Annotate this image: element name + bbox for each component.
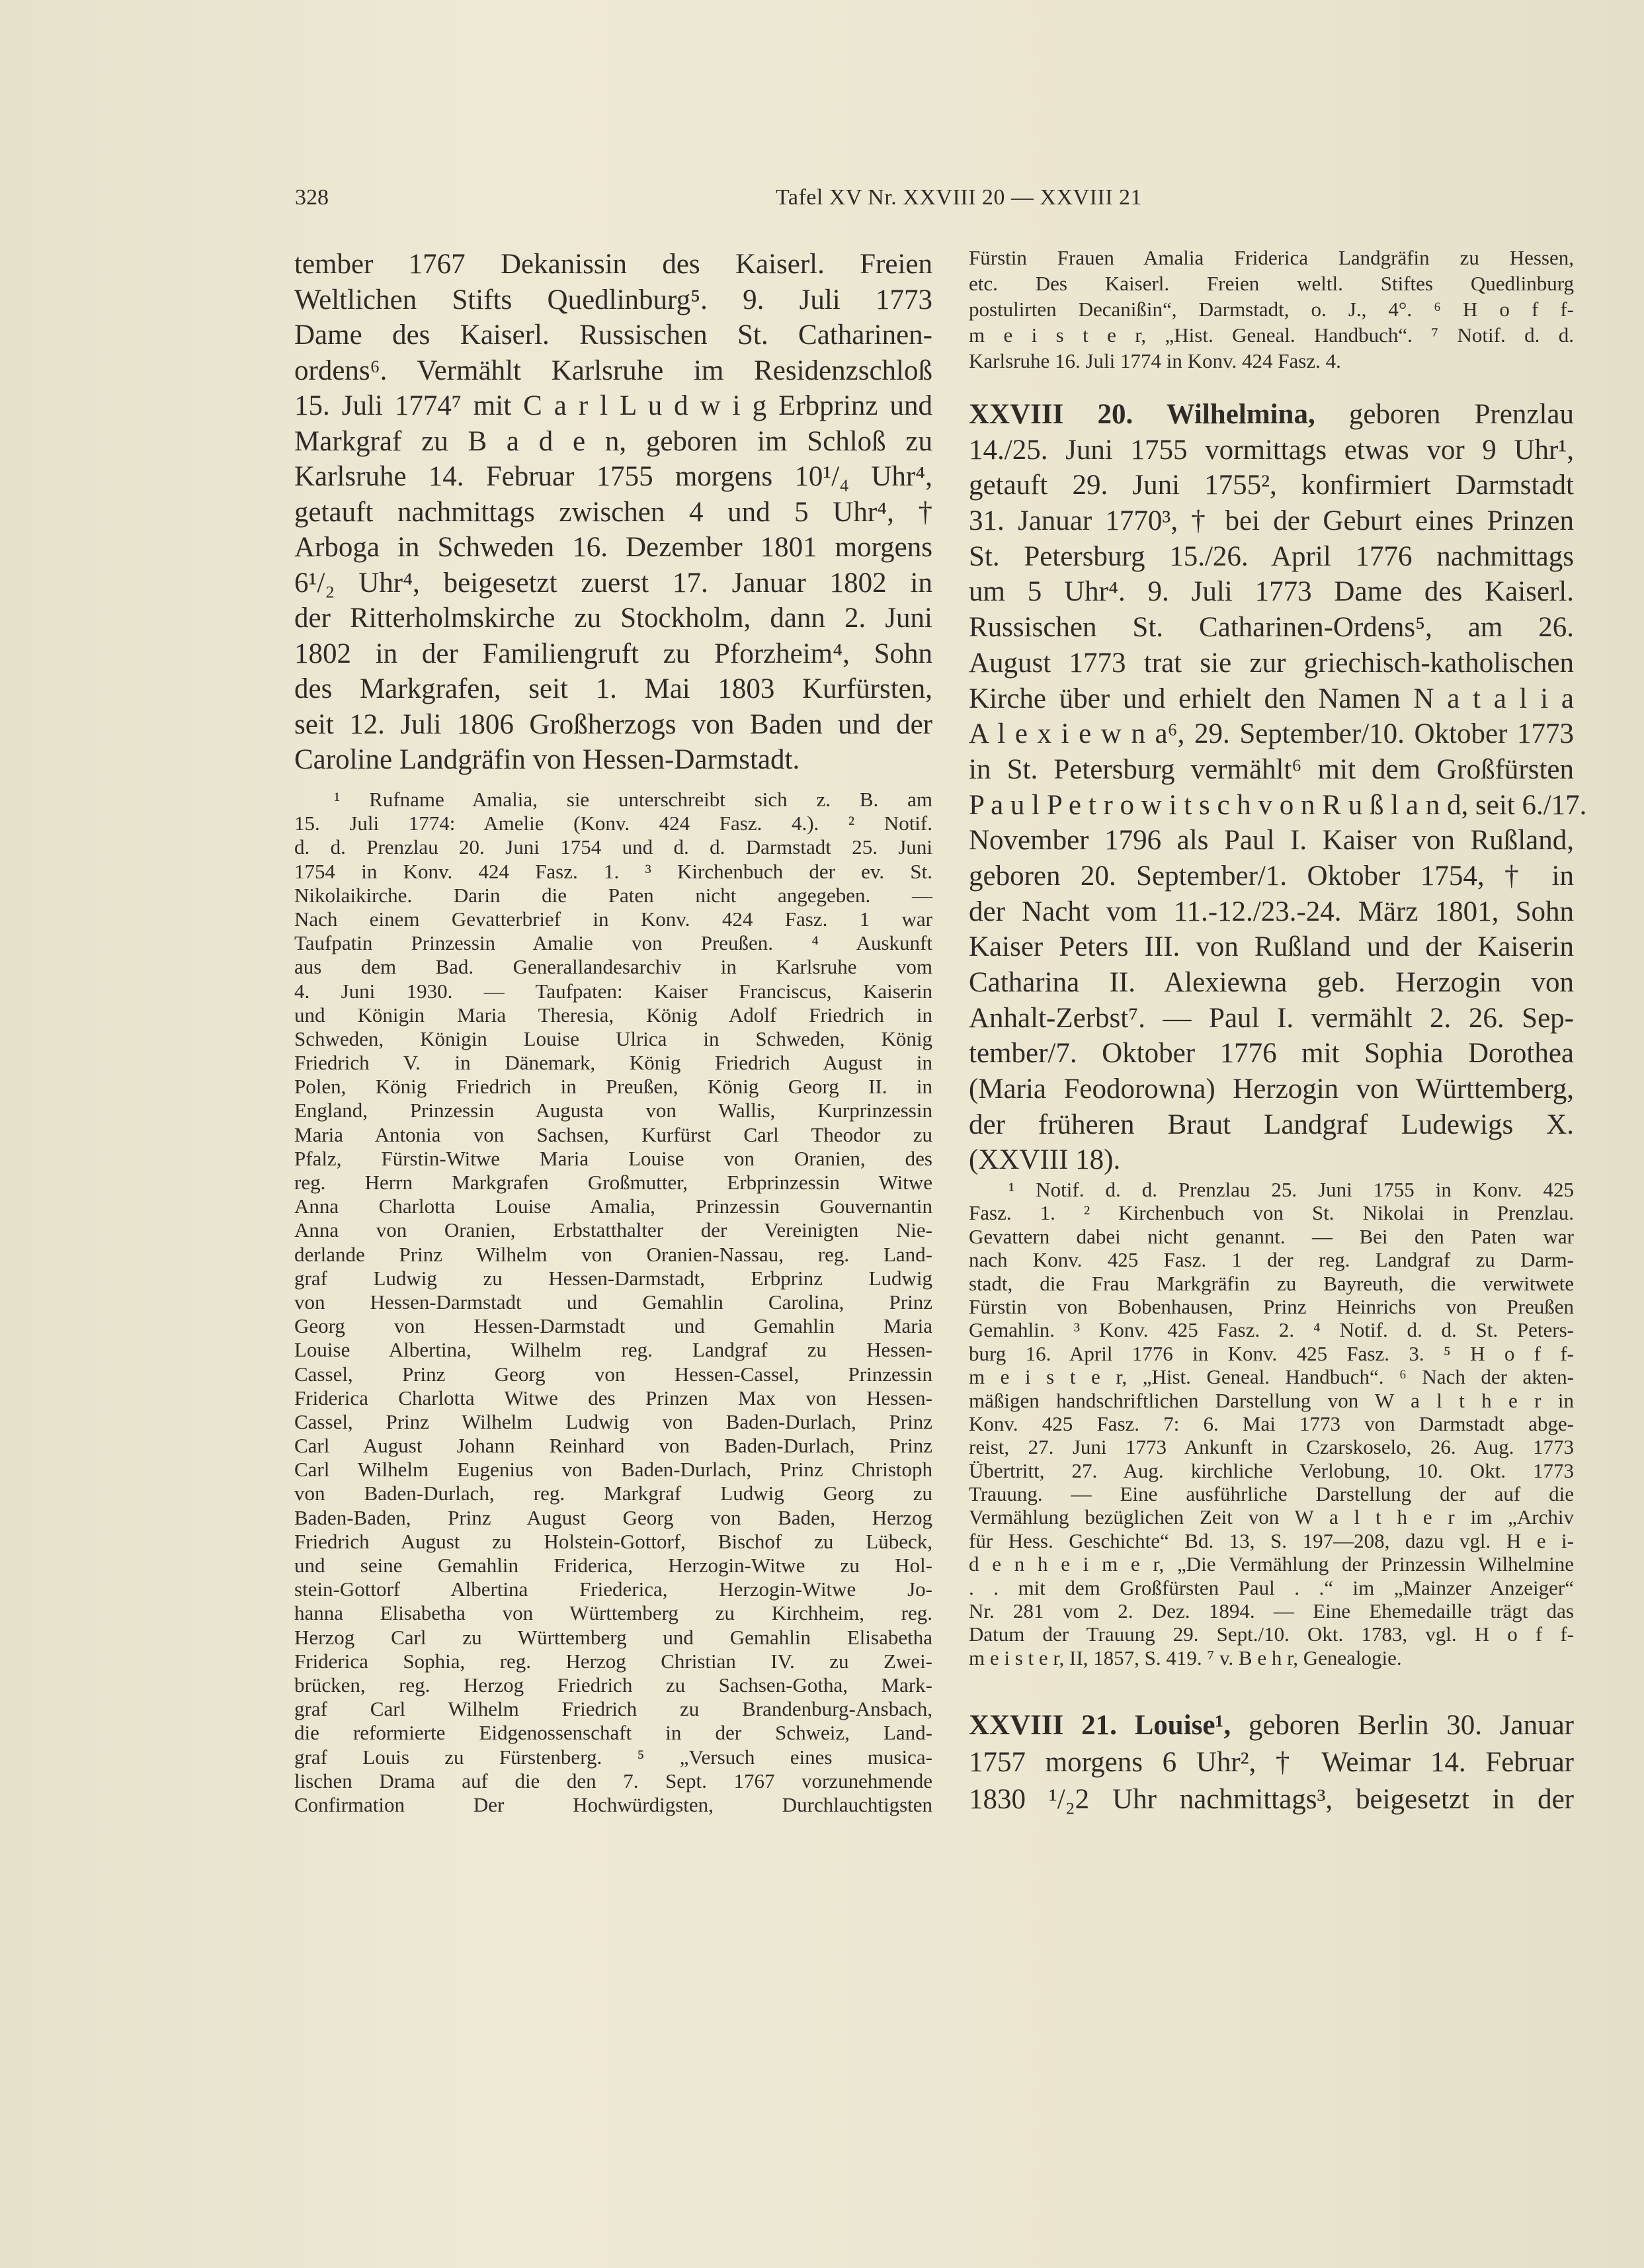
text-line: lischen Drama auf die den 7. Sept. 1767 vorzunehmende — [294, 1769, 932, 1792]
text-line: ¹ Rufname Amalia, sie unterschreibt sich z. B. am — [334, 788, 932, 811]
entry-heading: XXVIII 20. Wilhelmina, — [969, 399, 1315, 430]
text-line: 14./25. Juni 1755 vormittags etwas vor 9 Uhr¹, — [969, 434, 1574, 466]
text-line: 1830 ¹/₂2 Uhr nachmittags³, beigesetzt in der — [969, 1784, 1574, 1815]
text-line: aus dem Bad. Generallandesarchiv in Karlsruhe vom — [294, 955, 932, 979]
text-line: m e i s t e r, „Hist. Geneal. Handbuch“. ⁶ Nach der akten- — [969, 1365, 1574, 1389]
text-line: Kaiser Peters III. von Rußland und der Kaiserin — [969, 931, 1574, 963]
text-line: nach Konv. 425 Fasz. 1 der reg. Landgraf zu Darm- — [969, 1248, 1574, 1272]
text-line: getauft nachmittags zwischen 4 und 5 Uhr⁴, † — [294, 496, 932, 528]
text-line: Gevattern dabei nicht genannt. — Bei den Paten war — [969, 1224, 1574, 1248]
entry-xxviii-21 — [969, 1707, 1574, 1818]
left-column-body-text — [294, 247, 932, 778]
text-line: P a u l P e t r o w i t s c h v o n R u ß l a n d, seit 6./17. — [969, 789, 1587, 821]
text-line: derlande Prinz Wilhelm von Oranien-Nassau, reg. Land- — [294, 1242, 932, 1266]
text-line: Markgraf zu B a d e n, geboren im Schloß zu — [294, 425, 932, 457]
text-line: der früheren Braut Landgraf Ludewigs X. — [969, 1109, 1574, 1140]
text-line: Konv. 425 Fasz. 7: 6. Mai 1773 von Darmstadt abge- — [969, 1411, 1574, 1435]
text-line: Karlsruhe 16. Juli 1774 in Konv. 424 Fasz. 4. — [969, 349, 1341, 372]
text-line: Schweden, Königin Louise Ulrica in Schweden, König — [294, 1027, 932, 1050]
text-line: tember 1767 Dekanissin des Kaiserl. Freien — [294, 249, 932, 280]
text-line: Georg von Hessen-Darmstadt und Gemahlin Maria — [294, 1314, 932, 1338]
text-line: getauft 29. Juni 1755², konfirmiert Darmstadt — [969, 470, 1574, 501]
text-line: November 1796 als Paul I. Kaiser von Rußland, — [969, 825, 1574, 857]
text-line: (Maria Feodorowna) Herzogin von Württemberg, — [969, 1073, 1574, 1105]
text-line: 1802 in der Familiengruft zu Pforzheim⁴, Sohn — [294, 638, 932, 669]
entry-heading: XXVIII 21. Louise¹, — [969, 1710, 1231, 1741]
text-line: d. d. Prenzlau 20. Juni 1754 und d. d. Darmstadt 25. Juni — [294, 835, 932, 859]
text-line: stadt, die Frau Markgräfin zu Bayreuth, die verwitwete — [969, 1271, 1574, 1295]
text-line: Carl Wilhelm Eugenius von Baden-Durlach, Prinz Christoph — [294, 1458, 932, 1482]
text-line: geboren 20. September/1. Oktober 1754, † in — [969, 860, 1574, 892]
text-line: ¹ Notif. d. d. Prenzlau 25. Juni 1755 in Konv. 425 — [1008, 1178, 1574, 1201]
text-line: 6¹/₂ Uhr⁴, beigesetzt zuerst 17. Januar 1802 in — [294, 567, 932, 599]
text-line: St. Petersburg 15./26. April 1776 nachmittags — [969, 540, 1574, 572]
text-line: Polen, König Friedrich in Preußen, König Georg II. in — [294, 1075, 932, 1099]
text-line: Friderica Charlotta Witwe des Prinzen Max von Hessen- — [294, 1386, 932, 1409]
entry-heading-rest: geboren Berlin 30. Januar — [1231, 1710, 1574, 1741]
text-line: Kirche über und erhielt den Namen N a t a l i a — [969, 683, 1574, 714]
text-line: graf Louis zu Fürstenberg. ⁵ „Versuch eines musica- — [294, 1745, 932, 1769]
text-line: m e i s t e r, II, 1857, S. 419. ⁷ v. B e h r, Genealogie. — [969, 1646, 1402, 1669]
text-line: seit 12. Juli 1806 Großherzogs von Baden und der — [294, 708, 932, 740]
text-line: Anna von Oranien, Erbstatthalter der Vereinigten Nie- — [294, 1218, 932, 1242]
text-line: Friderica Sophia, reg. Herzog Christian IV. zu Zwei- — [294, 1649, 932, 1673]
text-line: . . mit dem Großfürsten Paul . .“ im „Mainzer Anzeiger“ — [969, 1575, 1574, 1599]
text-line: Nr. 281 vom 2. Dez. 1894. — Eine Ehemedaille trägt das — [969, 1599, 1574, 1623]
text-line: Herzog Carl zu Württemberg und Gemahlin Elisabetha — [294, 1625, 932, 1649]
text-line: d e n h e i m e r, „Die Vermählung der Prinzessin Wilhelmine — [969, 1552, 1574, 1576]
text-line: Confirmation Der Hochwürdigsten, Durchlauchtigsten — [294, 1792, 932, 1816]
text-line: des Markgrafen, seit 1. Mai 1803 Kurfürsten, — [294, 673, 932, 704]
text-line: 31. Januar 1770³, † bei der Geburt eines Prinzen — [969, 505, 1574, 537]
entry-heading-rest: geboren Prenzlau — [1315, 399, 1574, 430]
text-line: reg. Herrn Markgrafen Großmutter, Erbprinzessin Witwe — [294, 1171, 932, 1194]
text-line: 1754 in Konv. 424 Fasz. 1. ³ Kirchenbuch der ev. St. — [294, 859, 932, 883]
text-line: Karlsruhe 14. Februar 1755 morgens 10¹/₄ Uhr⁴, — [294, 461, 932, 492]
text-line: der Nacht vom 11.-12./23.-24. März 1801, Sohn — [969, 896, 1574, 927]
text-line: Weltlichen Stifts Quedlinburg⁵. 9. Juli 1773 — [294, 284, 932, 315]
text-line: Louise Albertina, Wilhelm reg. Landgraf zu Hessen- — [294, 1338, 932, 1362]
text-line: August 1773 trat sie zur griechisch-katholischen — [969, 647, 1574, 679]
text-line: und seine Gemahlin Friderica, Herzogin-Witwe zu Hol- — [294, 1554, 932, 1577]
text-line: Nach einem Gevatterbrief in Konv. 424 Fasz. 1 war — [294, 907, 932, 931]
text-line: Gemahlin. ³ Konv. 425 Fasz. 2. ⁴ Notif. d. d. St. Peters- — [969, 1318, 1574, 1342]
text-line: Taufpatin Prinzessin Amalie von Preußen. ⁴ Auskunft — [294, 931, 932, 955]
text-line: Cassel, Prinz Wilhelm Ludwig von Baden-Durlach, Prinz — [294, 1409, 932, 1433]
text-line: Fürstin von Bobenhausen, Prinz Heinrichs von Preußen — [969, 1294, 1574, 1318]
right-column-footnotes-continued — [969, 245, 1574, 374]
text-line: Fürstin Frauen Amalia Friderica Landgräfin zu Hessen, — [969, 246, 1574, 269]
running-title: Tafel XV Nr. XXVIII 20 — XXVIII 21 — [775, 185, 1143, 210]
text-line: England, Prinzessin Augusta von Wallis, Kurprinzessin — [294, 1099, 932, 1122]
text-line: Friedrich August zu Holstein-Gottorf, Bischof zu Lübeck, — [294, 1529, 932, 1553]
text-line: Baden-Baden, Prinz August Georg von Baden, Herzog — [294, 1505, 932, 1529]
text-line: 15. Juli 1774⁷ mit C a r l L u d w i g Erbprinz und — [294, 390, 932, 421]
text-line: Cassel, Prinz Georg von Hessen-Cassel, Prinzessin — [294, 1362, 932, 1386]
text-line: von Hessen-Darmstadt und Gemahlin Carolina, Prinz — [294, 1290, 932, 1314]
text-line: Fasz. 1. ² Kirchenbuch von St. Nikolai in Prenzlau. — [969, 1201, 1574, 1225]
text-line: burg 16. April 1776 in Konv. 425 Fasz. 3. ⁵ H o f f- — [969, 1341, 1574, 1365]
text-line: Datum der Trauung 29. Sept./10. Okt. 1783, vgl. H o f f- — [969, 1622, 1574, 1646]
text-line: ordens⁶. Vermählt Karlsruhe im Residenzschloß — [294, 355, 932, 386]
left-column-footnotes — [294, 788, 932, 1817]
text-line — [969, 1707, 1574, 1744]
page-number: 328 — [295, 185, 329, 210]
text-line: Trauung. — Eine ausführliche Darstellung der auf die — [969, 1482, 1574, 1506]
text-line: graf Ludwig zu Hessen-Darmstadt, Erbprinz Ludwig — [294, 1266, 932, 1290]
text-line: Caroline Landgräfin von Hessen-Darmstadt. — [294, 744, 800, 775]
text-line: und Königin Maria Theresia, König Adolf Friedrich in — [294, 1003, 932, 1027]
text-line: graf Carl Wilhelm Friedrich zu Brandenburg-Ansbach, — [294, 1697, 932, 1721]
text-line: die reformierte Eidgenossenschaft in der Schweiz, Land- — [294, 1721, 932, 1745]
text-line: hanna Elisabetha von Württemberg zu Kirchheim, reg. — [294, 1601, 932, 1625]
text-line: Übertritt, 27. Aug. kirchliche Verlobung, 10. Okt. 1773 — [969, 1458, 1574, 1482]
text-line: brücken, reg. Herzog Friedrich zu Sachsen-Gotha, Mark- — [294, 1673, 932, 1697]
text-line: Maria Antonia von Sachsen, Kurfürst Carl Theodor zu — [294, 1122, 932, 1146]
text-line: Vermählung bezüglichen Zeit von W a l t h e r im „Archiv — [969, 1505, 1574, 1529]
text-line: Pfalz, Fürstin-Witwe Maria Louise von Oranien, des — [294, 1146, 932, 1170]
text-line: für Hess. Geschichte“ Bd. 13, S. 197—208, dazu vgl. H e i- — [969, 1529, 1574, 1552]
text-line: um 5 Uhr⁴. 9. Juli 1773 Dame des Kaiserl. — [969, 576, 1574, 608]
entry-xxviii-20 — [969, 397, 1587, 1178]
text-line: Friedrich V. in Dänemark, König Friedrich August in — [294, 1051, 932, 1075]
text-line: von Baden-Durlach, reg. Markgraf Ludwig Georg zu — [294, 1482, 932, 1505]
text-line: 15. Juli 1774: Amelie (Konv. 424 Fasz. 4.). ² Notif. — [294, 812, 932, 835]
text-line: m e i s t e r, „Hist. Geneal. Handbuch“. ⁷ Notif. d. d. — [969, 323, 1574, 347]
text-line: 1757 morgens 6 Uhr², † Weimar 14. Februar — [969, 1747, 1574, 1778]
text-line: Russischen St. Catharinen-Ordens⁵, am 26. — [969, 612, 1574, 644]
text-line: stein-Gottorf Albertina Friederica, Herzogin-Witwe Jo- — [294, 1577, 932, 1601]
text-line: (XXVIII 18). — [969, 1144, 1121, 1176]
text-line: A l e x i e w n a⁶, 29. September/10. Oktober 1773 — [969, 718, 1574, 750]
text-line: Dame des Kaiserl. Russischen St. Catharinen- — [294, 319, 932, 351]
text-line: Nikolaikirche. Darin die Paten nicht angegeben. — — [294, 883, 932, 907]
entry-xxviii-20-footnotes — [969, 1178, 1574, 1669]
text-line: Catharina II. Alexiewna geb. Herzogin von — [969, 967, 1574, 998]
text-line: reist, 27. Juni 1773 Ankunft in Czarskoselo, 26. Aug. 1773 — [969, 1435, 1574, 1459]
text-line: in St. Petersburg vermählt⁶ mit dem Großfürsten — [969, 753, 1574, 785]
text-line: etc. Des Kaiserl. Freien weltl. Stiftes Quedlinburg — [969, 272, 1574, 295]
text-line — [969, 397, 1574, 433]
text-line: mäßigen handschriftlichen Darstellung von W a l t h e r in — [969, 1388, 1574, 1412]
text-line: 4. Juni 1930. — Taufpaten: Kaiser Franciscus, Kaiserin — [294, 979, 932, 1003]
text-line: Anna Charlotta Louise Amalia, Prinzessin Gouvernantin — [294, 1195, 932, 1218]
text-line: Anhalt-Zerbst⁷. — Paul I. vermählt 2. 26. Sep- — [969, 1002, 1574, 1034]
text-line: postulirten Decanißin“, Darmstadt, o. J., 4°. ⁶ H o f f- — [969, 298, 1574, 321]
text-line: tember/7. Oktober 1776 mit Sophia Dorothea — [969, 1038, 1574, 1070]
text-line: Arboga in Schweden 16. Dezember 1801 morgens — [294, 532, 932, 563]
text-line: Carl August Johann Reinhard von Baden-Durlach, Prinz — [294, 1434, 932, 1458]
text-line: der Ritterholmskirche zu Stockholm, dann 2. Juni — [294, 603, 932, 634]
